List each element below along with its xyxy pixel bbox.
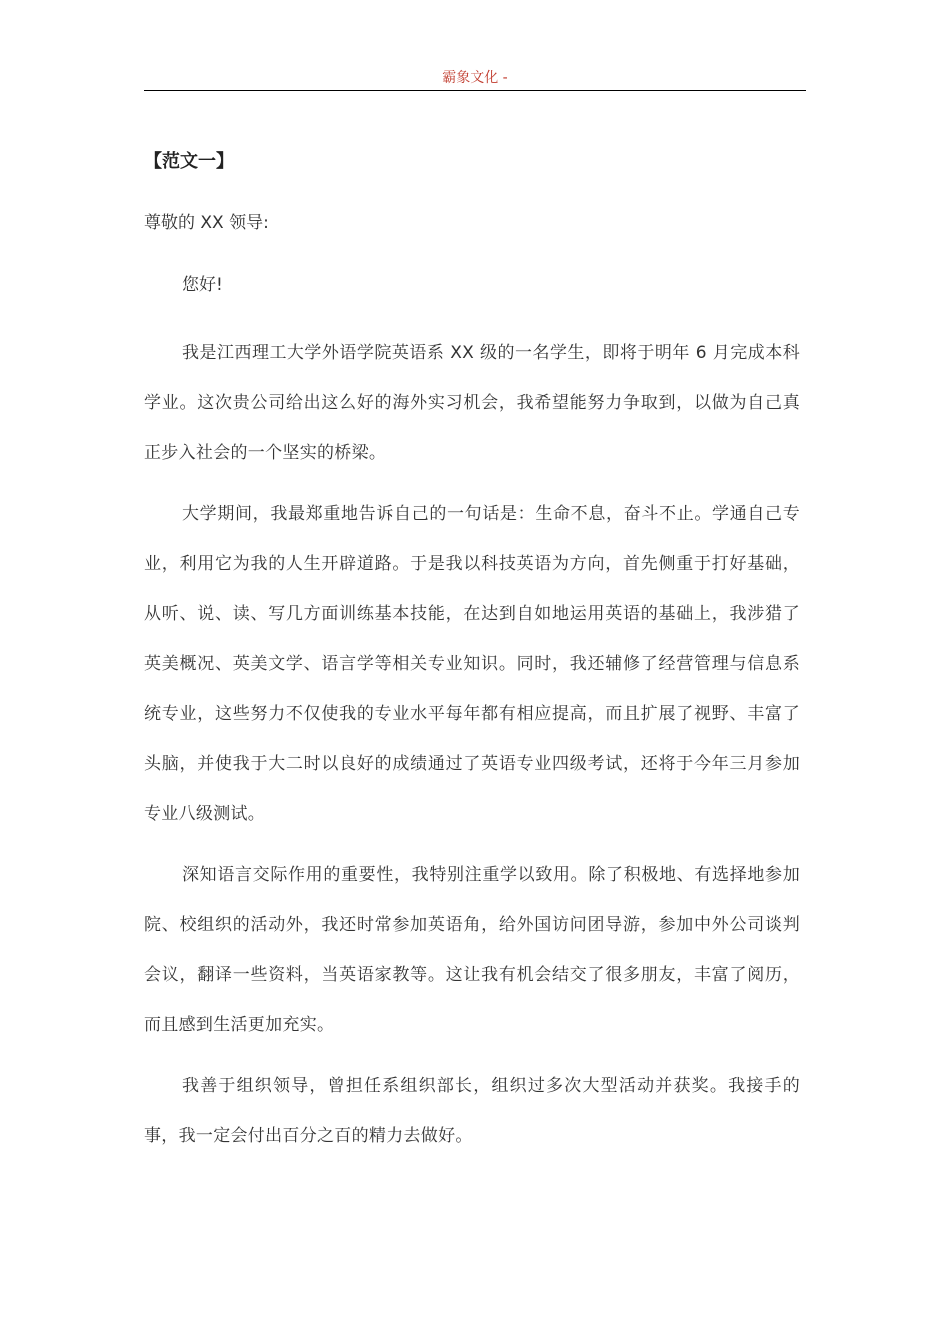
document-body [144, 144, 800, 1172]
document-title: 【范文一】 [144, 151, 234, 172]
header-divider [144, 90, 806, 91]
page-header: 霸象文化 - [442, 70, 508, 86]
paragraph-practice: 深知语言交际作用的重要性，我特别注重学以致用。除了积极地、有选择地参加院、校组织的活动外，我还时常参加英语角，给外国访问团导游，参加中外公司谈判会议，翻译一些资料，当英语家教等。这让我有机会结交了很多朋友，丰富了阅历，而且感到生活更加充实。 [144, 865, 800, 1035]
paragraph-leadership: 我善于组织领导，曾担任系组织部长，组织过多次大型活动并获奖。我接手的事，我一定会付出百分之百的精力去做好。 [144, 1076, 800, 1146]
greeting: 您好! [182, 275, 223, 295]
paragraph-intro: 我是江西理工大学外语学院英语系 XX 级的一名学生，即将于明年 6 月完成本科学业。这次贵公司给出这么好的海外实习机会，我希望能努力争取到，以做为自己真正步入社会的一个坚实的桥梁。 [144, 343, 800, 463]
salutation: 尊敬的 XX 领导: [144, 213, 269, 233]
paragraph-study: 大学期间，我最郑重地告诉自己的一句话是：生命不息，奋斗不止。学通自己专业，利用它为我的人生开辟道路。于是我以科技英语为方向，首先侧重于打好基础，从听、说、读、写几方面训练基本技能，在达到自如地运用英语的基础上，我涉猎了英美概况、英美文学、语言学等相关专业知识。同时，我还辅修了经营管理与信息系统专业，这些努力不仅使我的专业水平每年都有相应提高，而且扩展了视野、丰富了头脑，并使我于大二时以良好的成绩通过了英语专业四级考试，还将于今年三月参加专业八级测试。 [144, 504, 800, 824]
